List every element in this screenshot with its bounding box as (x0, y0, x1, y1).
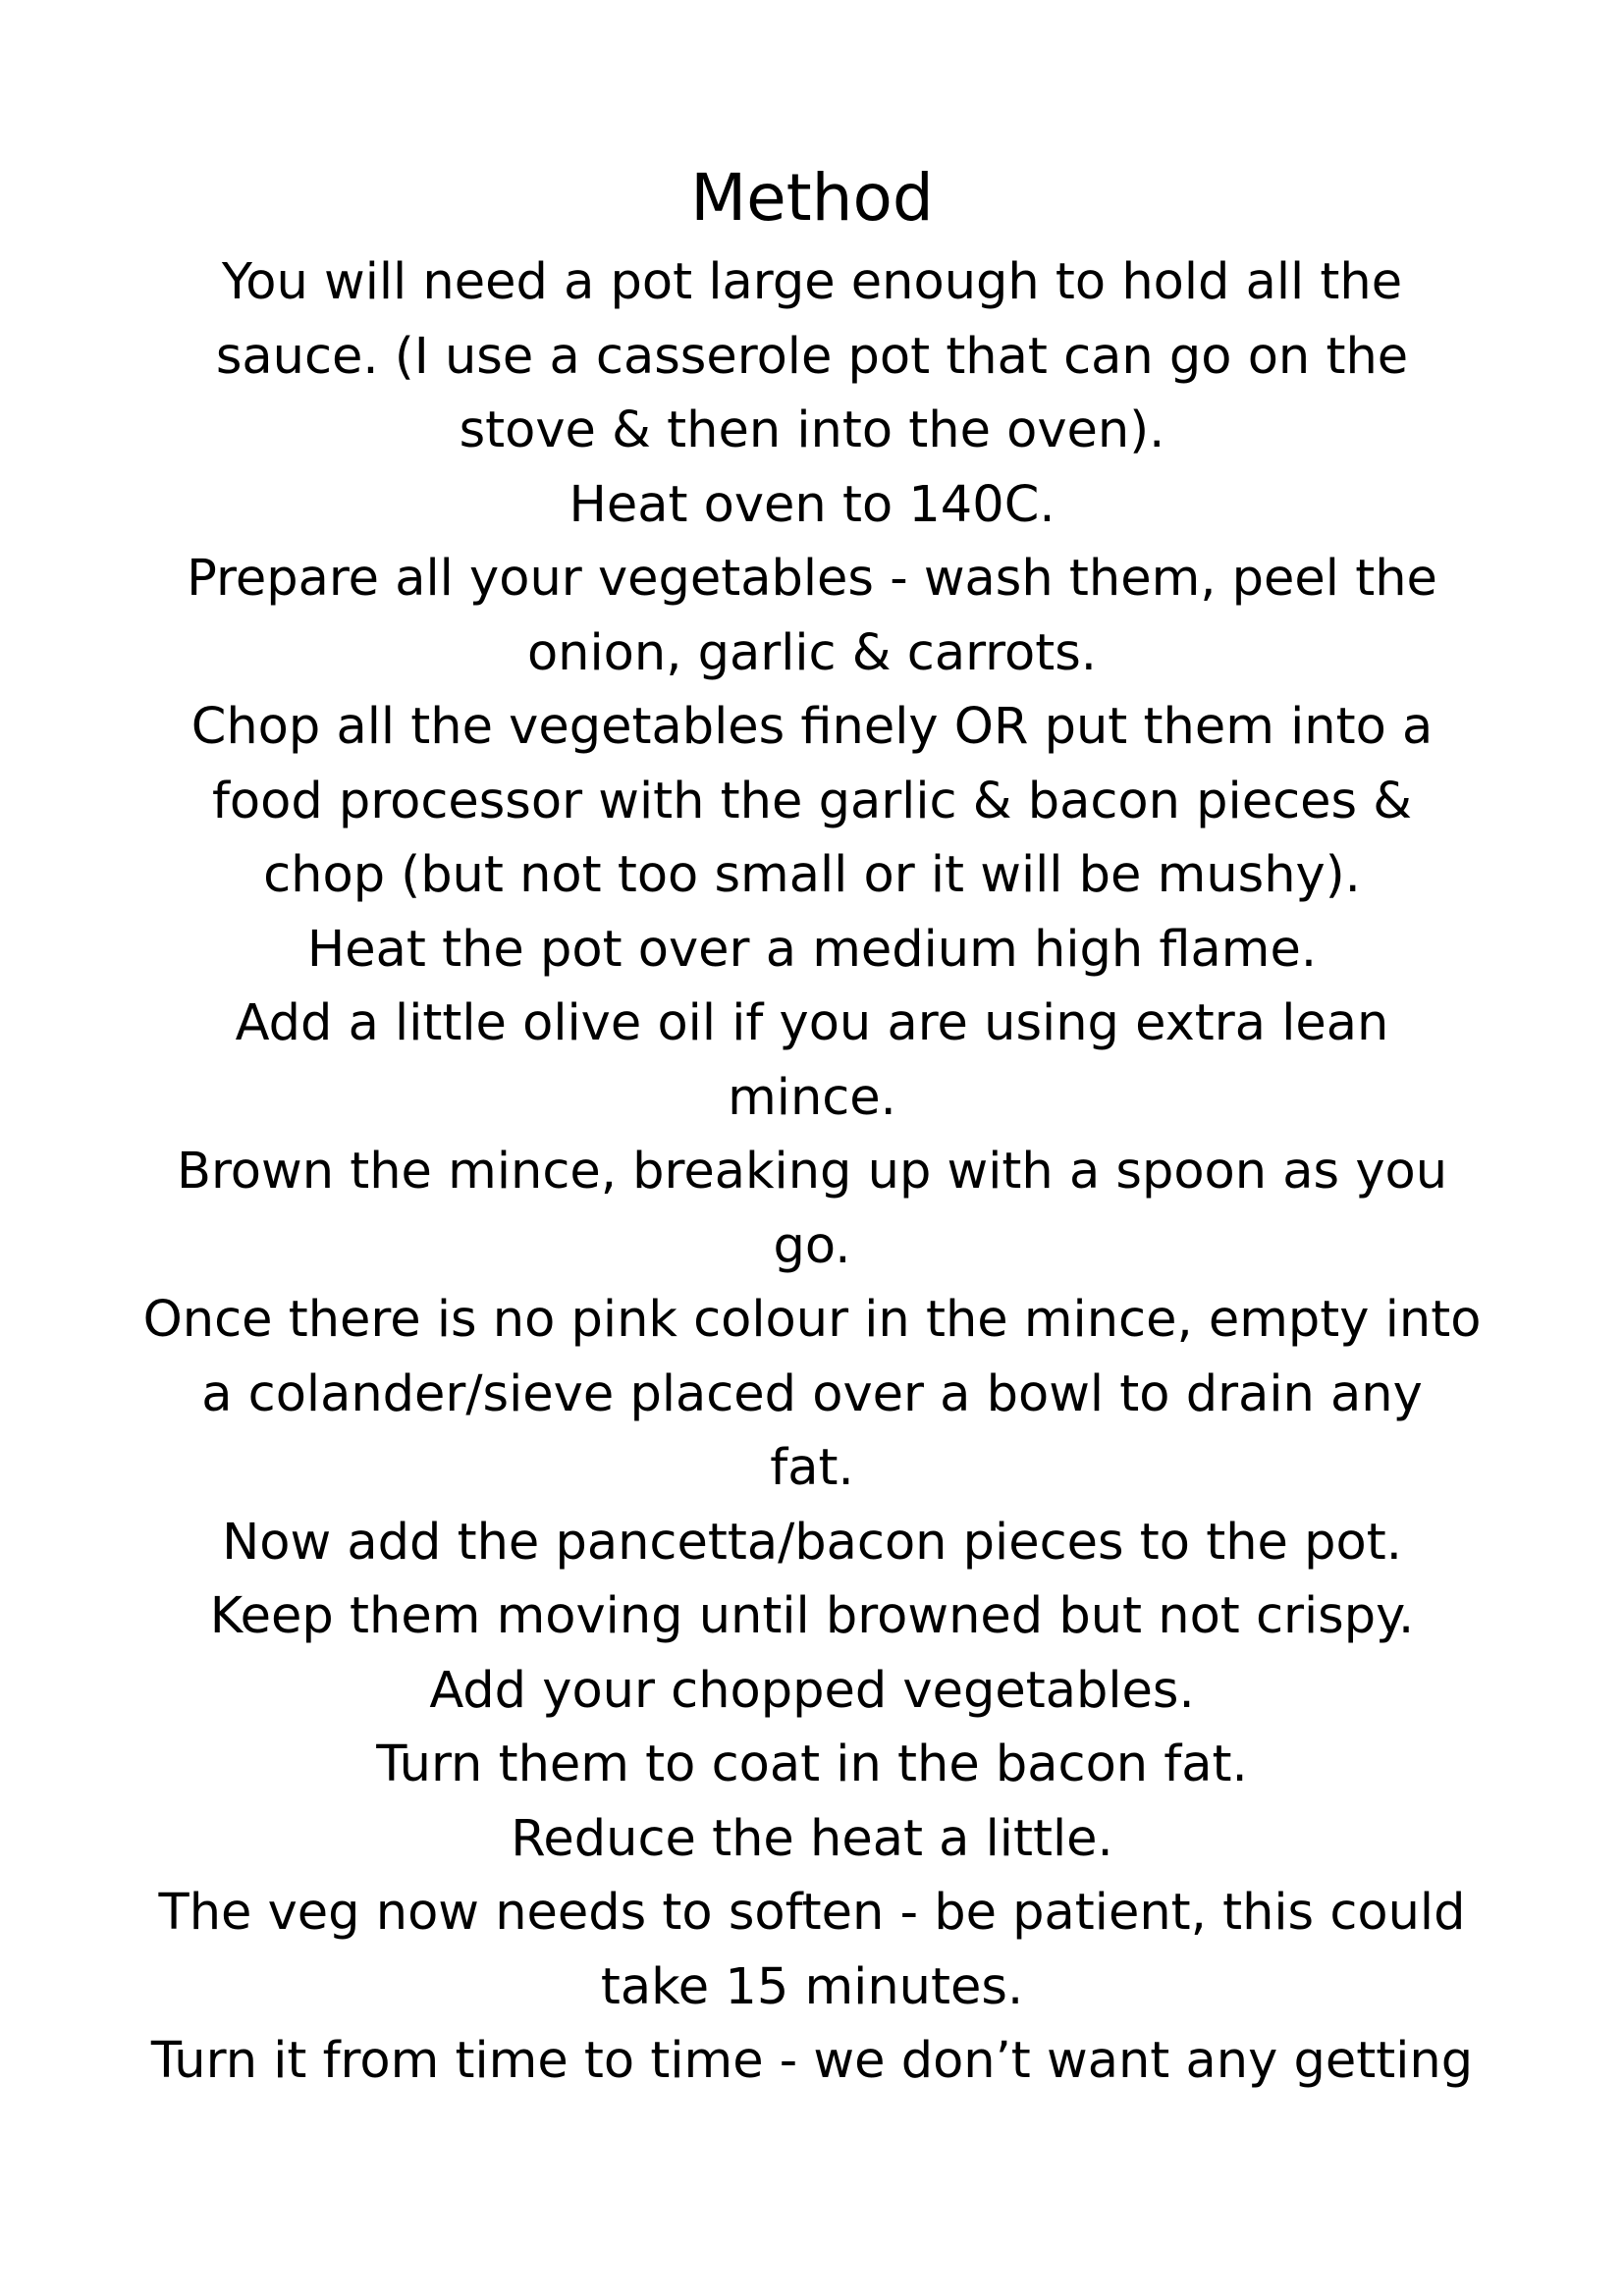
method-line: Add a little olive oil if you are using extra lean (235, 994, 1389, 1052)
method-line: Reduce the heat a little. (511, 1809, 1113, 1868)
method-line: Turn them to coat in the bacon fat. (376, 1735, 1248, 1793)
method-line: Heat oven to 140C. (568, 475, 1056, 534)
method-line: Chop all the vegetables finely OR put them into a (190, 698, 1434, 756)
method-line: Once there is no pink colour in the mince, empty into (142, 1291, 1482, 1349)
method-line: sauce. (I use a casserole pot that can go on the (215, 327, 1409, 386)
method-line: Turn it from time to time - we don’t want any getting (150, 2032, 1474, 2090)
method-line: Brown the mince, breaking up with a spoon as you (176, 1143, 1448, 1201)
method-line: You will need a pot large enough to hold all the (221, 253, 1403, 311)
method-line: The veg now needs to soften - be patient, this could (158, 1884, 1466, 1942)
method-line: chop (but not too small or it will be mushy). (263, 846, 1361, 904)
page-title: Method (690, 160, 934, 236)
method-line: Now add the pancetta/bacon pieces to the pot. (222, 1513, 1402, 1572)
method-line: Heat the pot over a medium high flame. (306, 920, 1318, 979)
method-line: stove & then into the oven). (459, 401, 1165, 459)
method-line: onion, garlic & carrots. (526, 623, 1097, 682)
method-line: a colander/sieve placed over a bowl to drain any (201, 1364, 1423, 1423)
method-line: food processor with the garlic & bacon pieces & (211, 772, 1413, 830)
method-line: take 15 minutes. (600, 1957, 1024, 2016)
method-line: Add your chopped vegetables. (429, 1661, 1195, 1720)
method-line: mince. (728, 1068, 896, 1127)
method-line: fat. (770, 1439, 854, 1497)
method-line: Keep them moving until browned but not crispy. (209, 1587, 1415, 1645)
method-text (125, 245, 1499, 2099)
method-line: go. (773, 1216, 851, 1275)
method-line: Prepare all your vegetables - wash them, peel the (187, 550, 1437, 608)
